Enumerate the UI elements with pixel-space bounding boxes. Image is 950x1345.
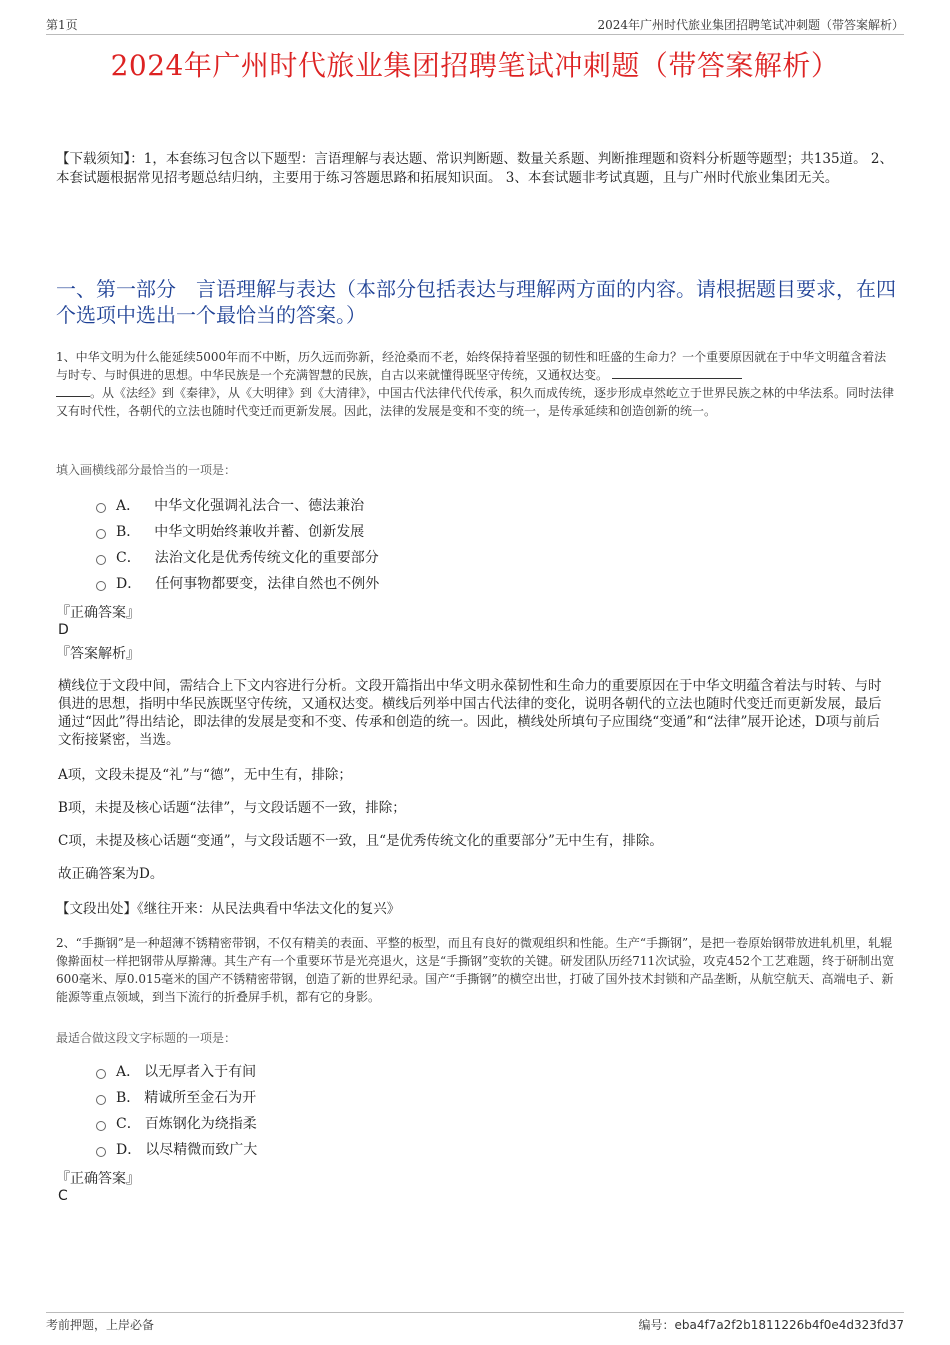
document-id: 编号：eba4f7a2f2b1811226b4f0e4d323fd37	[638, 1318, 904, 1332]
fill-blank-line	[612, 366, 742, 379]
analysis-note-c: C项，未提及核心话题“变通”，与文段话题不一致，且“是优秀传统文化的重要部分”无中生有，排除。	[58, 833, 663, 849]
option-b[interactable]: B． 中华文明始终兼收并蓄、创新发展	[96, 519, 379, 545]
answer-analysis: 横线位于文段中间，需结合上下文内容进行分析。文段开篇指出中华文明永葆韧性和生命力的重要原因在于中华文明蕴含着法与时转、与时俱进的思想，指明中华民族既坚守传统，又通权达变。横线后列举中国古代法律的变化，说明各朝代的立法也随时代变迁而更新发展，最后通过“因此”得出结论，即法律的发展是变和不变、传承和创造的统一。因此，横线处所填句子应围绕“变通”和“法律”展开论述，D项与前后文衔接紧密，当选。	[58, 678, 882, 748]
correct-answer-value: D	[58, 622, 69, 638]
text-source: 【文段出处】《继往开来：从民法典看中华法文化的复兴》	[56, 901, 401, 917]
question-2-prompt: 最适合做这段文字标题的一项是：	[56, 1031, 237, 1045]
analysis-note-a: A项，文段未提及“礼”与“德”，无中生有，排除；	[58, 767, 352, 783]
question-1-text	[56, 348, 898, 420]
radio-icon[interactable]	[96, 1095, 106, 1105]
correct-answer-label: 『正确答案』	[56, 605, 140, 621]
question-1-text-part-b: 。从《法经》到《秦律》，从《大明律》到《大清律》，中国古代法律代代传承，积久而成传统，逐步形成卓然屹立于世界民族之林的中华法系。同时法律又有时代性，各朝代的立法也随时代变迁而更新发展。因此，法律的发展是变和不变的统一，是传承延续和创造创新的统一。	[56, 386, 895, 418]
option-a[interactable]: A． 以无厚者入于有间	[96, 1059, 257, 1085]
option-text: 法治文化是优秀传统文化的重要部分	[154, 550, 379, 566]
analysis-conclusion: 故正确答案为D。	[58, 866, 164, 882]
option-text: 百炼钢化为绕指柔	[144, 1116, 257, 1132]
fill-blank-line-continued	[56, 384, 90, 397]
radio-icon[interactable]	[96, 555, 106, 565]
page-footer	[46, 1312, 904, 1332]
radio-icon[interactable]	[96, 503, 106, 513]
correct-answer-value: C	[58, 1188, 68, 1204]
page-number: 第1页	[46, 18, 78, 32]
radio-icon[interactable]	[96, 581, 106, 591]
document-title: 2024年广州时代旅业集团招聘笔试冲刺题（带答案解析）	[110, 49, 840, 82]
option-text: 中华文明始终兼收并蓄、创新发展	[154, 524, 365, 540]
radio-icon[interactable]	[96, 529, 106, 539]
download-notice: 【下载须知】：1，本套练习包含以下题型：言语理解与表达题、常识判断题、数量关系题、判断推理题和资料分析题等题型；共135道。 2、本套试题根据常见招考题总结归纳，主要用于练习答题思路和拓展知识面。 3、本套试题非考试真题，且与广州时代旅业集团无关。	[56, 151, 893, 186]
correct-answer-label: 『正确答案』	[56, 1171, 140, 1187]
option-d[interactable]: D． 以尽精微而致广大	[96, 1137, 257, 1163]
option-text: 任何事物都要变，法律自然也不例外	[155, 576, 380, 592]
option-text: 精诚所至金石为开	[144, 1090, 257, 1106]
question-1-options	[96, 493, 379, 597]
option-c[interactable]: C． 法治文化是优秀传统文化的重要部分	[96, 545, 379, 571]
option-text: 以无厚者入于有间	[144, 1064, 257, 1080]
question-2-options	[96, 1059, 257, 1163]
option-c[interactable]: C． 百炼钢化为绕指柔	[96, 1111, 257, 1137]
page-header	[46, 14, 904, 35]
analysis-note-b: B项，未提及核心话题“法律”，与文段话题不一致，排除；	[58, 800, 406, 816]
footer-slogan: 考前押题，上岸必备	[46, 1318, 155, 1332]
analysis-label: 『答案解析』	[56, 646, 140, 662]
option-text: 以尽精微而致广大	[145, 1142, 258, 1158]
radio-icon[interactable]	[96, 1069, 106, 1079]
question-1-text-part-a: 1、中华文明为什么能延续5000年而不中断，历久远而弥新，经沧桑而不老，始终保持着坚强的韧性和旺盛的生命力？一个重要原因就在于中华文明蕴含着法与时专、与时俱进的思想。中华民族是一个充满智慧的民族，自古以来就懂得既坚守传统，又通权达变。	[56, 350, 887, 382]
option-b[interactable]: B． 精诚所至金石为开	[96, 1085, 257, 1111]
section-heading: 一、第一部分 言语理解与表达（本部分包括表达与理解两方面的内容。请根据题目要求，在四个选项中选出一个最恰当的答案。）	[56, 277, 896, 327]
option-d[interactable]: D． 任何事物都要变，法律自然也不例外	[96, 571, 379, 597]
question-1-prompt: 填入画横线部分最恰当的一项是：	[56, 463, 237, 477]
header-doc-title: 2024年广州时代旅业集团招聘笔试冲刺题（带答案解析）	[597, 18, 904, 32]
radio-icon[interactable]	[96, 1147, 106, 1157]
question-2-text: 2、“手撕钢”是一种超薄不锈精密带钢，不仅有精美的表面、平整的板型，而且有良好的微观组织和性能。生产“手撕钢”，是把一卷原始钢带放进轧机里，轧辊像擀面杖一样把钢带从厚擀薄。其生产有一个重要环节是光亮退火，这是“手撕钢”变软的关键。研发团队历经711次试验，攻克452个工艺难题，终于研制出宽600毫米、厚0.015毫米的国产不锈精密带钢，创造了新的世界纪录。国产“手撕钢”的横空出世，打破了国外技术封锁和产品垄断，从航空航天、高端电子、新能源等重点领域，到当下流行的折叠屏手机，都有它的身影。	[56, 936, 895, 1004]
option-text: 中华文化强调礼法合一、德法兼治	[154, 498, 365, 514]
radio-icon[interactable]	[96, 1121, 106, 1131]
option-a[interactable]: A． 中华文化强调礼法合一、德法兼治	[96, 493, 379, 519]
